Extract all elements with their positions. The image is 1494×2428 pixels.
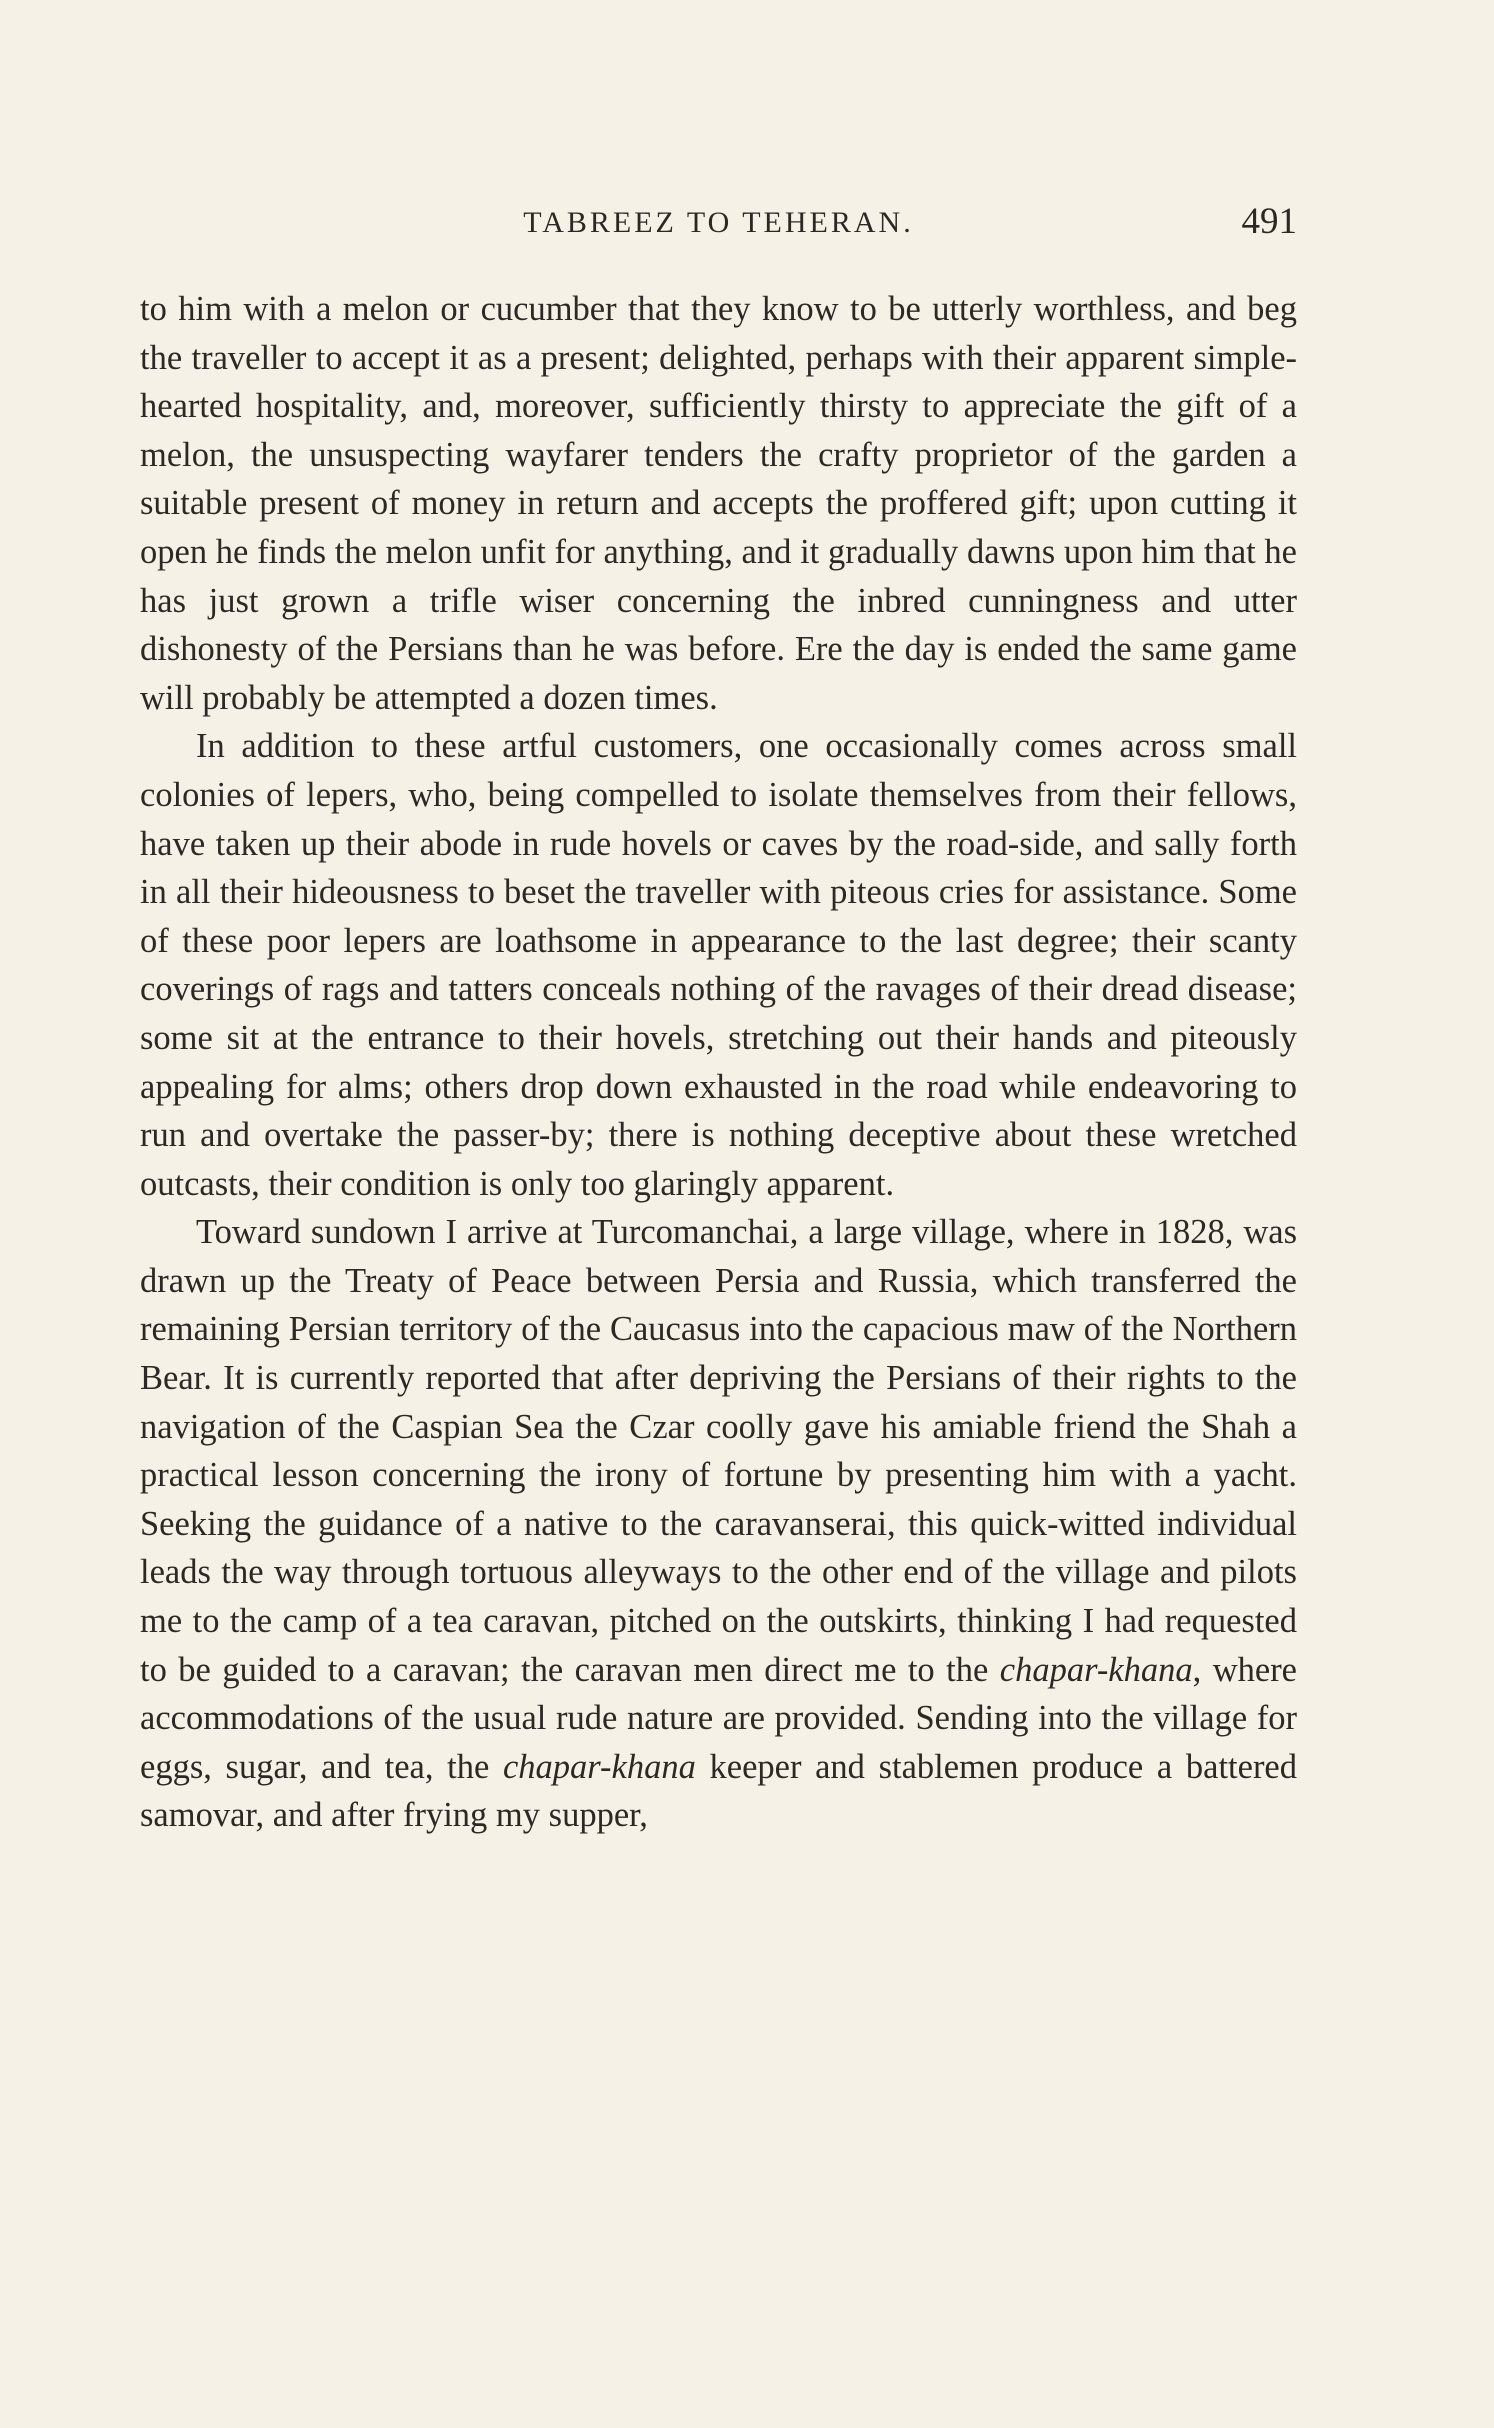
italic-term: chapar-khana [999, 1650, 1193, 1689]
paragraph-text-segment: , where accommodations of the usual rude nature are provided. Sending into the village for eggs, sugar, and tea, the [140, 1650, 1297, 1786]
paragraph-melon-trick: to him with a melon or cucumber that they know to be utterly worthless, and beg the traveller to accept it as a present; delighted, perhaps with their apparent simple-hearted hospitality, and, moreover, sufficiently thirsty to appreciate the gift of a melon, the unsuspecting wayfarer tenders the crafty proprietor of the garden a suitable present of money in return and accepts the proffered gift; upon cutting it open he finds the melon unfit for anything, and it gradually dawns upon him that he has just grown a trifle wiser concerning the inbred cunningness and utter dishonesty of the Persians than he was before. Ere the day is ended the same game will probably be attempted a dozen times. [140, 290, 1297, 717]
paragraph-text-segment: keeper and stablemen produce a battered samovar, and after frying my supper, [140, 1747, 1297, 1835]
italic-term: chapar-khana [502, 1747, 696, 1786]
paragraph-lepers: In addition to these artful customers, one occasionally comes across small colonies of lepers, who, being compelled to isolate themselves from their fellows, have taken up their abode in rude hovels or caves by the road-side, and sally forth in all their hideousness to beset the traveller with piteous cries for assistance. Some of these poor lepers are loathsome in appearance to the last degree; their scanty coverings of rags and tatters conceals nothing of the ravages of their dread disease; some sit at the entrance to their hovels, stretching out their hands and piteously appealing for alms; others drop down exhausted in the road while endeavoring to run and overtake the passer-by; there is nothing deceptive about these wretched outcasts, their condition is only too glaringly apparent. [140, 727, 1297, 1203]
page-number: 491 [1241, 201, 1297, 242]
paragraph-turcomanchai [140, 1208, 1297, 1840]
running-head: TABREEZ TO TEHERAN. [523, 206, 914, 239]
body-text [140, 285, 1297, 1840]
paragraph-text-segment: Toward sundown I arrive at Turcomanchai, a large village, where in 1828, was drawn up the Treaty of Peace between Persia and Russia, which transferred the remaining Persian territory of the Caucasus into the capacious maw of the Northern Bear. It is currently reported that after depriving the Persians of their rights to the navigation of the Caspian Sea the Czar coolly gave his amiable friend the Shah a practical lesson concerning the irony of fortune by presenting him with a yacht. Seeking the guidance of a native to the caravanserai, this quick-witted individual leads the way through tortuous alleyways to the other end of the village and pilots me to the camp of a tea caravan, pitched on the outskirts, thinking I had requested to be guided to a caravan; the caravan men direct me to the [140, 1213, 1297, 1689]
page-header [140, 200, 1297, 260]
